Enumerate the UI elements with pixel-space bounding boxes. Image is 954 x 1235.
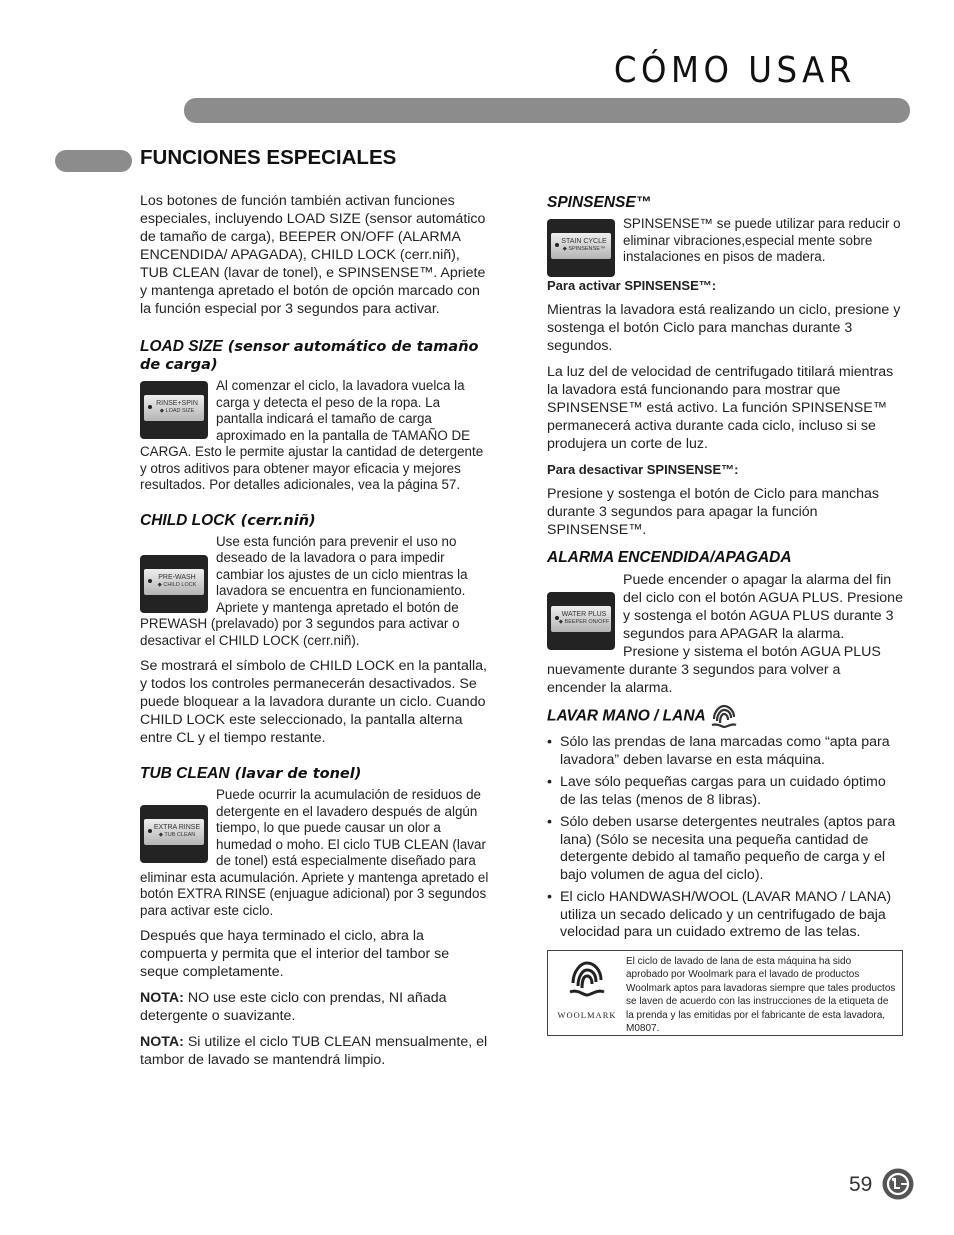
tub-clean-text-2: Después que haya terminado el ciclo, abra la compuerta y permita que el interior del tambor se seque completamente. xyxy=(140,928,450,980)
child-lock-text-1: Use esta función para prevenir el uso no deseado de la lavadora o para impedir cambiar los ajustes de un ciclo mientras la lavadora se encuentra en funcionamiento. Apriete y mantenga apretado el botón de PREWASH (prelavado) por 3 segundos para activar o desactivar el CHILD LOCK (cerr.niñ). xyxy=(140,533,468,648)
woolmark-logo-icon xyxy=(568,959,606,999)
intro-text: Los botones de función también activan funciones especiales, incluyendo LOAD SIZE (sensor automático de tamaño de carga), BEEPER ON/OFF (ALARMA ENCENDIDA/ APAGADA), CHILD LOCK (cerr.niñ), TUB CLEAN (lavar de tonel), e SPINSENSE™. Apriete y mantenga apretado el botón de opción marcado con la función especial por 3 segundos para activar. xyxy=(140,193,486,317)
spinsense-deactivate-text: Presione y sostenga el botón de Ciclo para manchas durante 3 segundos para apagar la función SPINSENSE™. xyxy=(547,486,880,538)
tub-clean-note-2: NOTA: Si utilize el ciclo TUB CLEAN mensualmente, el tambor de lavado se mantendrá limpio. xyxy=(140,1034,488,1068)
prewash-button-image: PRE-WASH ◆ CHILD LOCK xyxy=(140,555,208,613)
water-plus-button-image: WATER PLUS ◆ BEEPER ON/OFF xyxy=(547,592,615,650)
tub-clean-section xyxy=(140,765,490,1069)
load-size-section xyxy=(140,338,490,494)
spinsense-section xyxy=(547,194,903,539)
woolmark-box xyxy=(547,950,903,1036)
spinsense-heading: SPINSENSE™ xyxy=(547,194,652,211)
bullet-item: • Sólo las prendas de lana marcadas como “apta para lavadora” deben lavarse en esta máquina. xyxy=(547,734,903,769)
extra-rinse-button-image: EXTRA RINSE ◆ TUB CLEAN xyxy=(140,805,208,863)
spinsense-activate-text-2: La luz del de velocidad de centrifugado titilará mientras la lavadora está funcionando para mostrar que SPINSENSE™ está activo. La función SPINSENSE™ permanecerá activa durante cada ciclo, incluso si se produjera un corte de luz. xyxy=(547,364,894,452)
lavar-mano-section xyxy=(547,703,903,1036)
header-bar xyxy=(184,98,910,123)
page-header-title: CÓMO USAR xyxy=(614,50,856,91)
tub-clean-text-1: Puede ocurrir la acumulación de residuos de detergente en el lavadero después de algún tiempo, lo que puede causar un olor a humedad o moho. El ciclo TUB CLEAN (lavar de tonel) está especialmente diseñado para eliminar esta acumulación. Apriete y mantenga apretado el botón EXTRA RINSE (enjuague adicional) por 3 segundos para activar este ciclo. xyxy=(140,787,489,918)
lavar-mano-heading: LAVAR MANO / LANA xyxy=(547,703,903,730)
lavar-mano-bullets xyxy=(547,734,903,942)
section-pill xyxy=(55,150,132,172)
woolmark-logo: WOOLMARK xyxy=(553,959,621,1024)
spinsense-activate-text: Mientras la lavadora está realizando un ciclo, presione y sostenga el botón Ciclo para manchas durante 3 segundos. xyxy=(547,302,901,354)
load-size-text: Al comenzar el ciclo, la lavadora vuelca la carga y detecta el peso de la ropa. La pantalla indicará el tamaño de carga aproximado en la pantalla de TAMAÑO DE CARGA. Esto le permite ajustar la cantidad de detergente y otros aditivos para obtener mayor eficacia y mejores resultados. Por detalles adicionales, vea la página 57. xyxy=(140,378,484,492)
woolmark-icon xyxy=(710,703,738,730)
spinsense-deactivate-label: Para desactivar SPINSENSE™: xyxy=(547,462,739,477)
stain-cycle-button-image: STAIN CYCLE ◆ SPINSENSE™ xyxy=(547,219,615,277)
alarma-heading: ALARMA ENCENDIDA/APAGADA xyxy=(547,549,792,566)
rinse-spin-button-image: RINSE+SPIN ◆ LOAD SIZE xyxy=(140,381,208,439)
tub-clean-heading: TUB CLEAN (lavar de tonel) xyxy=(140,765,362,782)
bullet-item: • Sólo deben usarse detergentes neutrales (aptos para lana) (Sólo se necesita una pequeña cantidad de detergente debido al tamaño pequeño de carga y el bajo volumen de agua del ciclo). xyxy=(547,814,903,884)
spinsense-activate-label: Para activar SPINSENSE™: xyxy=(547,278,717,293)
left-column xyxy=(140,192,490,1077)
tub-clean-note-1: NOTA: NO use este ciclo con prendas, NI añada detergente o suavizante. xyxy=(140,990,447,1024)
alarma-text: Puede encender o apagar la alarma del fin del ciclo con el botón AGUA PLUS. Presione y sostenga el botón AGUA PLUS durante 3 segundos para APAGAR la alarma. Presione y sistema el botón AGUA PLUS nuevamente durante 3 segundos para volver a encender la alarma. xyxy=(547,572,903,696)
lg-logo-icon xyxy=(882,1168,914,1200)
alarma-section xyxy=(547,549,903,697)
bullet-item: • Lave sólo pequeñas cargas para un cuidado óptimo de las telas (menos de 8 libras). xyxy=(547,774,903,809)
woolmark-text: El ciclo de lavado de lana de esta máquina ha sido aprobado por Woolmark para el lavado de productos Woolmark aptos para lavadoras siempre que tales productos se laven de acuerdo con las instrucciones de la etiqueta de la prenda y las emitidas por el fabricante de esta lavadora, M0807. xyxy=(626,955,896,1034)
child-lock-text-2: Se mostrará el símbolo de CHILD LOCK en la pantalla, y todos los controles permanecerán desactivados. Se puede bloquear a la lavadora durante un ciclo. Cuando CHILD LOCK este seleccionado, la pantalla alterna entre CL y el tiempo restante. xyxy=(140,658,487,746)
bullet-item: • El ciclo HANDWASH/WOOL (LAVAR MANO / LANA) utiliza un secado delicado y un centrifugado de baja velocidad para un cuidado extremo de las telas. xyxy=(547,889,903,942)
section-title: FUNCIONES ESPECIALES xyxy=(140,146,397,169)
spinsense-text: SPINSENSE™ se puede utilizar para reducir o eliminar vibraciones,especial mente sobre instalaciones en pisos de madera. xyxy=(623,216,901,264)
load-size-heading: LOAD SIZE (sensor automático de tamaño de carga) xyxy=(140,338,479,373)
right-column xyxy=(547,194,903,1036)
child-lock-heading: CHILD LOCK (cerr.niñ) xyxy=(140,511,316,529)
child-lock-section xyxy=(140,512,490,748)
page-number: 59 xyxy=(849,1173,873,1196)
